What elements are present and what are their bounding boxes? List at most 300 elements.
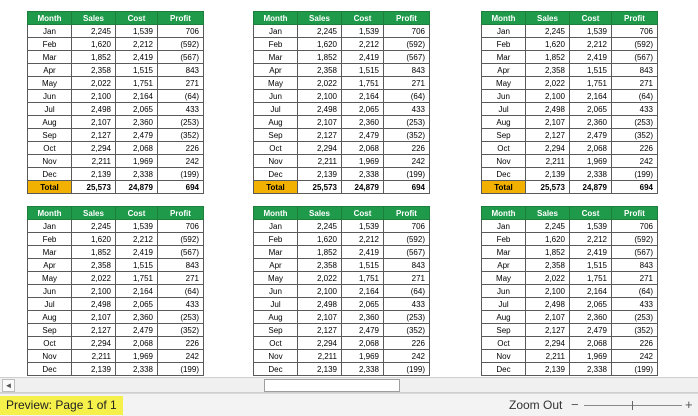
table-cell: (352) [158, 324, 204, 337]
table-cell: 433 [384, 298, 430, 311]
table-row [254, 64, 430, 77]
table-cell: 2,479 [570, 324, 612, 337]
table-cell: (64) [158, 90, 204, 103]
total-row [28, 181, 204, 194]
table-cell: 1,751 [570, 77, 612, 90]
table-cell: 706 [384, 220, 430, 233]
table-row [28, 116, 204, 129]
table-cell: 2,212 [116, 38, 158, 51]
total-label: Total [482, 181, 526, 194]
table-cell: 2,127 [72, 324, 116, 337]
table-cell: Oct [28, 337, 72, 350]
table-row [28, 38, 204, 51]
table-cell: Jul [482, 103, 526, 116]
column-header: Month [28, 12, 72, 25]
table-cell: 2,068 [342, 337, 384, 350]
table-cell: 2,212 [342, 38, 384, 51]
table-cell: 2,068 [570, 142, 612, 155]
table-cell: 843 [612, 259, 658, 272]
table-cell: Jan [254, 25, 298, 38]
table-cell: 2,127 [298, 324, 342, 337]
table-cell: Nov [482, 155, 526, 168]
table-cell: 2,212 [570, 38, 612, 51]
table-cell: Oct [482, 142, 526, 155]
table-cell: 2,211 [298, 155, 342, 168]
table-cell: 2,164 [342, 285, 384, 298]
table-cell: 2,498 [298, 103, 342, 116]
table-cell: (253) [384, 116, 430, 129]
table-cell: 2,211 [72, 350, 116, 363]
table-cell: 1,852 [298, 51, 342, 64]
column-header: Sales [72, 12, 116, 25]
table-row [254, 142, 430, 155]
table-cell: Dec [28, 363, 72, 376]
table-cell: 242 [158, 155, 204, 168]
table-cell: 2,360 [570, 311, 612, 324]
column-header: Profit [612, 207, 658, 220]
table-cell: Dec [254, 363, 298, 376]
table-cell: 226 [158, 142, 204, 155]
table-cell: 2,065 [342, 298, 384, 311]
table-cell: 2,358 [72, 64, 116, 77]
table-cell: 2,360 [342, 116, 384, 129]
table-cell: 2,164 [116, 285, 158, 298]
table-row [482, 350, 658, 363]
table-cell: 2,139 [298, 363, 342, 376]
table-cell: Aug [254, 116, 298, 129]
table-cell: 2,107 [72, 311, 116, 324]
table-cell: 2,419 [116, 246, 158, 259]
table-cell: 242 [612, 350, 658, 363]
table-cell: 1,969 [570, 350, 612, 363]
table-cell: 2,065 [342, 103, 384, 116]
column-header: Sales [526, 207, 570, 220]
table-cell: (567) [158, 246, 204, 259]
column-header: Profit [612, 12, 658, 25]
status-bar [0, 393, 698, 416]
table-row [254, 220, 430, 233]
table-row [254, 103, 430, 116]
table-cell: 1,539 [570, 220, 612, 233]
table-cell: 2,022 [72, 77, 116, 90]
column-header: Cost [342, 12, 384, 25]
table-cell: 2,498 [526, 298, 570, 311]
table-row [254, 311, 430, 324]
table-cell: 2,100 [526, 285, 570, 298]
table-cell: 242 [158, 350, 204, 363]
table-row [254, 90, 430, 103]
table-cell: May [482, 77, 526, 90]
table-cell: 2,419 [570, 51, 612, 64]
table-cell: (352) [384, 324, 430, 337]
table-cell: 2,360 [116, 311, 158, 324]
total-cell: 24,879 [570, 181, 612, 194]
scrollbar-thumb[interactable] [264, 379, 400, 392]
table-cell: (64) [612, 285, 658, 298]
table-cell: 2,360 [342, 311, 384, 324]
table-row [254, 25, 430, 38]
table-cell: (352) [612, 324, 658, 337]
zoom-plus-icon[interactable]: + [685, 397, 693, 412]
table-cell: Jul [28, 298, 72, 311]
table-cell: May [254, 272, 298, 285]
table-cell: Mar [482, 51, 526, 64]
table-cell: Nov [28, 155, 72, 168]
table-cell: Apr [482, 259, 526, 272]
table-header-row [254, 12, 430, 25]
table-cell: Dec [28, 168, 72, 181]
column-header: Cost [116, 207, 158, 220]
table-cell: 843 [384, 259, 430, 272]
table-cell: 271 [158, 272, 204, 285]
column-header: Cost [570, 12, 612, 25]
table-cell: 433 [612, 298, 658, 311]
table-cell: Jun [28, 285, 72, 298]
table-cell: 2,068 [116, 337, 158, 350]
table-row [28, 272, 204, 285]
table-cell: 2,245 [298, 25, 342, 38]
table-cell: 2,338 [116, 168, 158, 181]
table-cell: (352) [158, 129, 204, 142]
table-cell: 2,127 [526, 324, 570, 337]
table-cell: Jun [482, 90, 526, 103]
table-cell: 1,969 [342, 155, 384, 168]
data-table [481, 206, 658, 376]
table-cell: 2,479 [342, 324, 384, 337]
column-header: Month [254, 12, 298, 25]
table-cell: 1,751 [342, 272, 384, 285]
table-row [482, 38, 658, 51]
table-cell: Aug [28, 311, 72, 324]
table-cell: (592) [384, 233, 430, 246]
table-cell: 1,969 [342, 350, 384, 363]
table-cell: 271 [384, 272, 430, 285]
table-cell: Feb [254, 233, 298, 246]
table-cell: 226 [612, 142, 658, 155]
table-cell: Dec [254, 168, 298, 181]
table-row [482, 259, 658, 272]
table-cell: 1,620 [72, 233, 116, 246]
table-row [28, 90, 204, 103]
table-cell: 2,419 [570, 246, 612, 259]
table-row [482, 311, 658, 324]
column-header: Cost [570, 207, 612, 220]
table-row [482, 272, 658, 285]
table-cell: (199) [158, 363, 204, 376]
table-cell: 2,294 [526, 337, 570, 350]
table-row [482, 285, 658, 298]
table-cell: (592) [158, 233, 204, 246]
table-row [254, 259, 430, 272]
table-cell: Mar [28, 246, 72, 259]
table-header-row [482, 12, 658, 25]
table-cell: 271 [612, 272, 658, 285]
total-cell: 25,573 [72, 181, 116, 194]
table-cell: 1,515 [116, 64, 158, 77]
table-cell: 2,065 [570, 298, 612, 311]
table-cell: (352) [612, 129, 658, 142]
table-cell: 2,100 [526, 90, 570, 103]
table-cell: Oct [28, 142, 72, 155]
zoom-minus-icon[interactable]: − [571, 397, 579, 412]
table-row [482, 77, 658, 90]
table-cell: 2,211 [72, 155, 116, 168]
table-cell: 271 [384, 77, 430, 90]
table-cell: (567) [612, 51, 658, 64]
table-row [254, 155, 430, 168]
table-row [28, 311, 204, 324]
table-cell: 2,358 [298, 64, 342, 77]
table-cell: 1,539 [570, 25, 612, 38]
table-cell: 2,068 [342, 142, 384, 155]
table-cell: Feb [482, 233, 526, 246]
table-cell: May [254, 77, 298, 90]
table-row [28, 103, 204, 116]
table-cell: 1,751 [116, 77, 158, 90]
table-cell: 2,245 [298, 220, 342, 233]
table-cell: Apr [254, 259, 298, 272]
total-cell: 25,573 [298, 181, 342, 194]
table-cell: Jan [28, 25, 72, 38]
table-row [254, 350, 430, 363]
table-cell: 2,139 [72, 363, 116, 376]
table-cell: Apr [482, 64, 526, 77]
table-cell: 2,065 [116, 103, 158, 116]
table-cell: 2,212 [570, 233, 612, 246]
table-cell: 2,127 [72, 129, 116, 142]
table-cell: (253) [612, 311, 658, 324]
table-cell: 2,212 [342, 233, 384, 246]
table-row [28, 259, 204, 272]
table-row [254, 168, 430, 181]
zoom-slider-thumb[interactable] [632, 401, 633, 410]
table-cell: 2,245 [526, 25, 570, 38]
table-cell: Oct [254, 337, 298, 350]
table-cell: 1,969 [116, 350, 158, 363]
table-row [28, 324, 204, 337]
table-cell: Jan [482, 220, 526, 233]
table-row [482, 64, 658, 77]
table-cell: (592) [384, 38, 430, 51]
data-table [481, 11, 658, 194]
table-cell: Jun [28, 90, 72, 103]
total-cell: 25,573 [526, 181, 570, 194]
table-cell: 271 [158, 77, 204, 90]
table-cell: 2,100 [72, 285, 116, 298]
column-header: Sales [298, 12, 342, 25]
table-row [482, 168, 658, 181]
table-cell: Nov [28, 350, 72, 363]
table-cell: 2,107 [526, 116, 570, 129]
table-cell: 2,294 [526, 142, 570, 155]
table-cell: 2,294 [298, 142, 342, 155]
table-cell: May [482, 272, 526, 285]
table-cell: 2,498 [298, 298, 342, 311]
table-cell: (592) [158, 38, 204, 51]
table-cell: 226 [612, 337, 658, 350]
total-label: Total [28, 181, 72, 194]
total-row [482, 181, 658, 194]
zoom-slider-track[interactable] [584, 405, 682, 406]
table-cell: 1,515 [342, 259, 384, 272]
table-cell: 706 [158, 220, 204, 233]
table-cell: Oct [482, 337, 526, 350]
table-cell: 2,068 [570, 337, 612, 350]
table-cell: 2,164 [570, 285, 612, 298]
total-cell: 694 [384, 181, 430, 194]
table-cell: 2,498 [72, 103, 116, 116]
table-cell: 1,539 [342, 25, 384, 38]
table-cell: 2,419 [116, 51, 158, 64]
column-header: Cost [116, 12, 158, 25]
table-cell: 1,969 [116, 155, 158, 168]
table-cell: Oct [254, 142, 298, 155]
table-cell: 1,852 [526, 51, 570, 64]
data-table [27, 11, 204, 194]
table-cell: Aug [28, 116, 72, 129]
table-cell: 843 [612, 64, 658, 77]
table-cell: 2,164 [570, 90, 612, 103]
table-row [28, 285, 204, 298]
table-cell: 2,245 [526, 220, 570, 233]
table-cell: (64) [384, 90, 430, 103]
table-row [482, 324, 658, 337]
table-cell: Jun [254, 285, 298, 298]
table-cell: 226 [384, 337, 430, 350]
table-row [254, 337, 430, 350]
table-cell: 1,515 [116, 259, 158, 272]
column-header: Month [482, 12, 526, 25]
table-cell: Jul [254, 298, 298, 311]
table-header-row [254, 207, 430, 220]
table-cell: 2,358 [298, 259, 342, 272]
table-cell: 2,498 [72, 298, 116, 311]
table-cell: 2,479 [116, 324, 158, 337]
table-cell: Jan [482, 25, 526, 38]
table-cell: Mar [482, 246, 526, 259]
table-cell: Jul [28, 103, 72, 116]
table-cell: 1,852 [72, 51, 116, 64]
table-cell: 1,620 [72, 38, 116, 51]
table-cell: May [28, 77, 72, 90]
table-cell: 433 [384, 103, 430, 116]
table-cell: Feb [28, 38, 72, 51]
table-cell: 2,022 [72, 272, 116, 285]
table-cell: (199) [612, 168, 658, 181]
table-cell: Sep [254, 324, 298, 337]
table-cell: 2,419 [342, 246, 384, 259]
table-cell: (64) [158, 285, 204, 298]
table-cell: Mar [254, 246, 298, 259]
column-header: Sales [72, 207, 116, 220]
table-cell: 2,100 [298, 285, 342, 298]
data-table [253, 206, 430, 376]
table-cell: Jun [254, 90, 298, 103]
table-row [28, 51, 204, 64]
table-row [254, 129, 430, 142]
table-cell: Jan [254, 220, 298, 233]
table-row [28, 168, 204, 181]
table-cell: 226 [158, 337, 204, 350]
total-cell: 694 [612, 181, 658, 194]
table-cell: 2,338 [342, 168, 384, 181]
total-cell: 694 [158, 181, 204, 194]
table-row [254, 233, 430, 246]
table-row [482, 233, 658, 246]
table-cell: 2,358 [526, 259, 570, 272]
table-cell: Dec [482, 168, 526, 181]
table-row [28, 77, 204, 90]
column-header: Profit [384, 207, 430, 220]
table-cell: Jul [254, 103, 298, 116]
total-cell: 24,879 [116, 181, 158, 194]
table-cell: (253) [612, 116, 658, 129]
table-cell: 1,515 [570, 64, 612, 77]
table-cell: (199) [384, 363, 430, 376]
table-row [482, 103, 658, 116]
scroll-left-arrow-icon[interactable]: ◄ [2, 379, 15, 392]
table-cell: 1,539 [116, 220, 158, 233]
table-cell: 2,211 [526, 350, 570, 363]
table-cell: Feb [28, 233, 72, 246]
table-row [254, 77, 430, 90]
column-header: Profit [384, 12, 430, 25]
table-cell: Jul [482, 298, 526, 311]
table-cell: Apr [28, 259, 72, 272]
table-cell: 2,294 [298, 337, 342, 350]
table-cell: 2,100 [298, 90, 342, 103]
table-cell: 2,107 [526, 311, 570, 324]
table-row [28, 64, 204, 77]
table-row [28, 363, 204, 376]
table-cell: 1,852 [298, 246, 342, 259]
table-cell: 2,358 [72, 259, 116, 272]
table-cell: 1,852 [526, 246, 570, 259]
table-row [482, 51, 658, 64]
table-cell: 2,479 [342, 129, 384, 142]
table-cell: 1,539 [116, 25, 158, 38]
table-cell: 2,479 [116, 129, 158, 142]
table-row [28, 155, 204, 168]
table-cell: (253) [158, 116, 204, 129]
zoom-out-button[interactable]: Zoom Out [509, 398, 563, 412]
table-row [254, 298, 430, 311]
table-row [254, 324, 430, 337]
table-cell: 1,515 [342, 64, 384, 77]
table-cell: 1,852 [72, 246, 116, 259]
table-row [28, 129, 204, 142]
table-row [254, 38, 430, 51]
table-row [482, 155, 658, 168]
table-cell: 2,139 [526, 363, 570, 376]
table-cell: Sep [482, 324, 526, 337]
table-cell: (592) [612, 38, 658, 51]
total-cell: 24,879 [342, 181, 384, 194]
table-cell: 843 [158, 259, 204, 272]
table-cell: 2,139 [298, 168, 342, 181]
table-cell: Feb [482, 38, 526, 51]
table-cell: 706 [384, 25, 430, 38]
table-cell: Aug [482, 311, 526, 324]
table-cell: 433 [158, 298, 204, 311]
table-row [482, 337, 658, 350]
table-cell: (199) [612, 363, 658, 376]
table-row [482, 220, 658, 233]
table-cell: 2,338 [570, 363, 612, 376]
horizontal-scrollbar[interactable] [0, 377, 698, 393]
table-row [482, 25, 658, 38]
table-row [28, 25, 204, 38]
